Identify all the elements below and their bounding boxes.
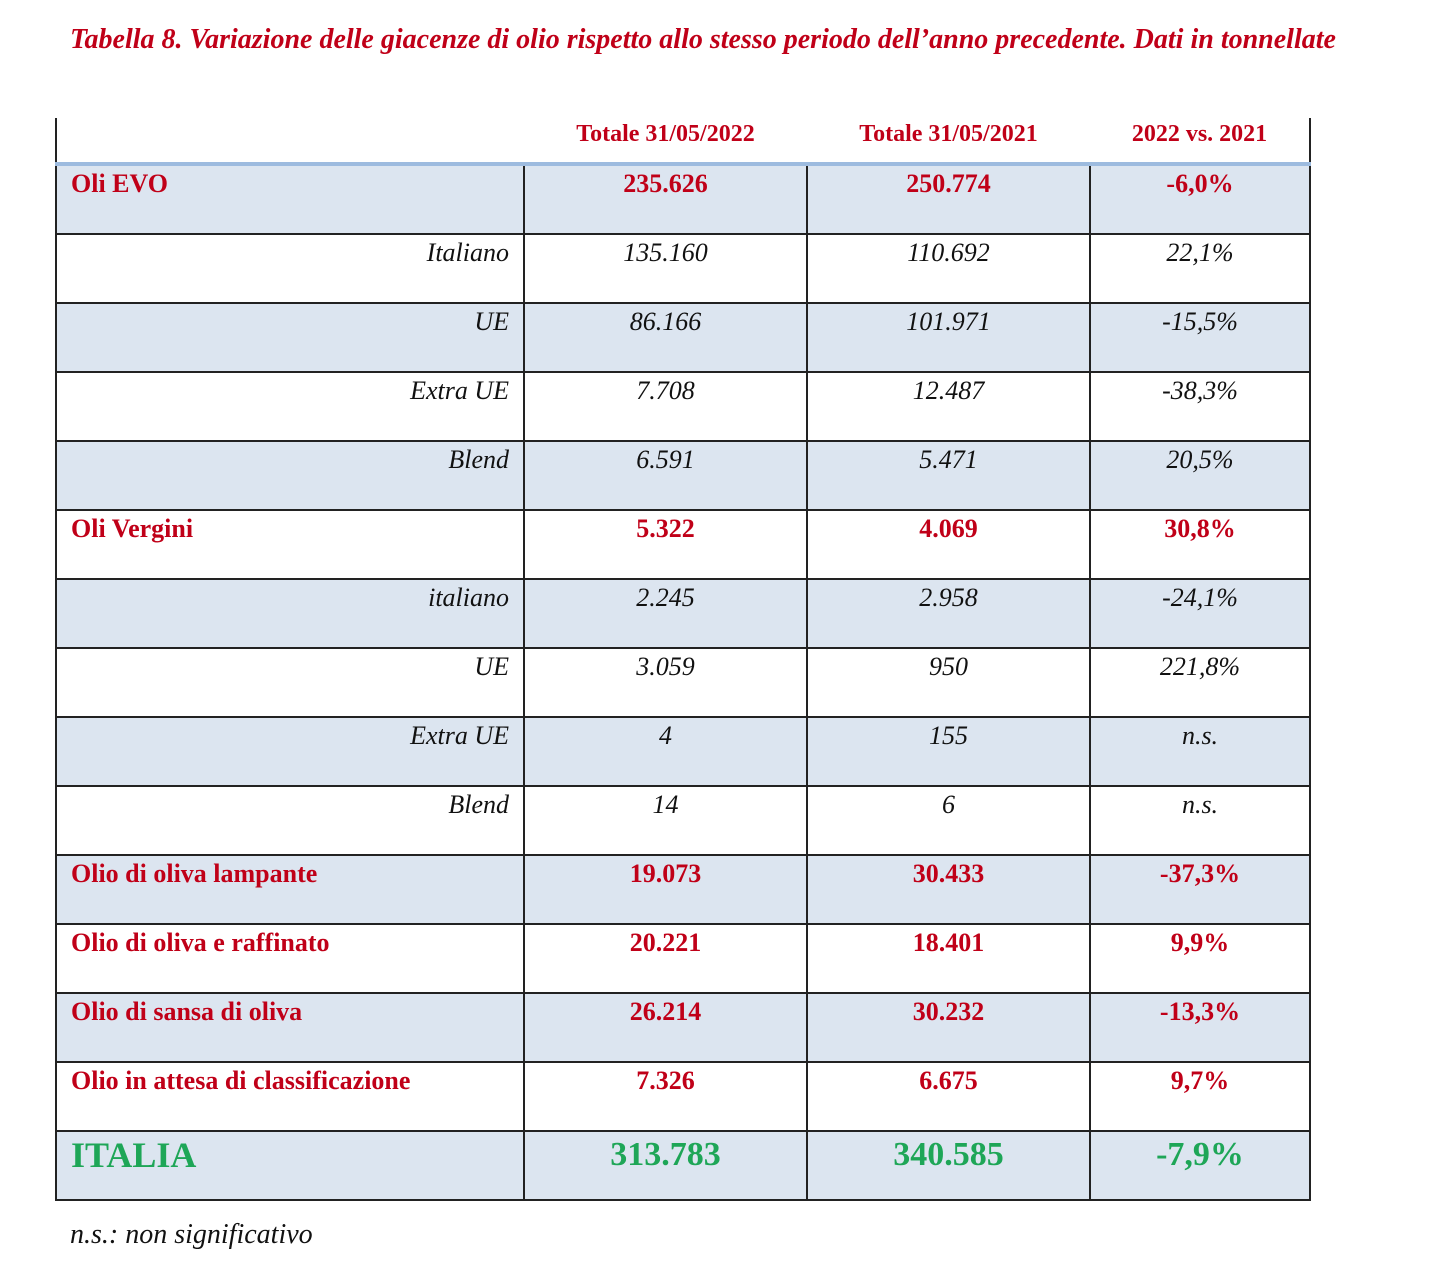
value-change: 221,8% bbox=[1090, 648, 1310, 717]
row-vergini-blend bbox=[56, 786, 1310, 855]
value-2021: 155 bbox=[807, 717, 1090, 786]
value-2022: 26.214 bbox=[524, 993, 807, 1062]
value-2021: 6 bbox=[807, 786, 1090, 855]
row-evo-extra-ue bbox=[56, 372, 1310, 441]
row-label: Oli EVO bbox=[56, 164, 524, 234]
value-2021: 30.232 bbox=[807, 993, 1090, 1062]
value-change: n.s. bbox=[1090, 717, 1310, 786]
footnote: n.s.: non significativo bbox=[70, 1219, 313, 1250]
value-change: -15,5% bbox=[1090, 303, 1310, 372]
value-change: -24,1% bbox=[1090, 579, 1310, 648]
row-olio-sansa bbox=[56, 993, 1310, 1062]
header-blank bbox=[56, 118, 524, 164]
row-label: Olio in attesa di classificazione bbox=[56, 1062, 524, 1131]
stock-variation-table bbox=[55, 118, 1311, 1201]
row-label: UE bbox=[56, 648, 524, 717]
value-change: 9,7% bbox=[1090, 1062, 1310, 1131]
row-label: UE bbox=[56, 303, 524, 372]
value-change: -13,3% bbox=[1090, 993, 1310, 1062]
value-change: -37,3% bbox=[1090, 855, 1310, 924]
value-2022: 20.221 bbox=[524, 924, 807, 993]
value-2022: 235.626 bbox=[524, 164, 807, 234]
value-2022: 6.591 bbox=[524, 441, 807, 510]
row-label: Extra UE bbox=[56, 372, 524, 441]
row-evo-italiano bbox=[56, 234, 1310, 303]
value-2021: 250.774 bbox=[807, 164, 1090, 234]
value-2022: 2.245 bbox=[524, 579, 807, 648]
value-2022: 14 bbox=[524, 786, 807, 855]
row-label: Italiano bbox=[56, 234, 524, 303]
value-2022: 19.073 bbox=[524, 855, 807, 924]
value-2021: 2.958 bbox=[807, 579, 1090, 648]
row-label: Extra UE bbox=[56, 717, 524, 786]
value-2021: 6.675 bbox=[807, 1062, 1090, 1131]
row-olio-lampante bbox=[56, 855, 1310, 924]
row-vergini-ue bbox=[56, 648, 1310, 717]
row-label: Oli Vergini bbox=[56, 510, 524, 579]
header-total-2022: Totale 31/05/2022 bbox=[524, 118, 807, 164]
row-label: Olio di oliva lampante bbox=[56, 855, 524, 924]
value-change: -38,3% bbox=[1090, 372, 1310, 441]
row-vergini-italiano bbox=[56, 579, 1310, 648]
header-total-2021: Totale 31/05/2021 bbox=[807, 118, 1090, 164]
row-oli-vergini bbox=[56, 510, 1310, 579]
value-change: -6,0% bbox=[1090, 164, 1310, 234]
value-2021: 5.471 bbox=[807, 441, 1090, 510]
value-2021: 4.069 bbox=[807, 510, 1090, 579]
value-2021: 12.487 bbox=[807, 372, 1090, 441]
value-2022: 86.166 bbox=[524, 303, 807, 372]
value-2021: 18.401 bbox=[807, 924, 1090, 993]
value-2021: 340.585 bbox=[807, 1131, 1090, 1200]
row-italia-total bbox=[56, 1131, 1310, 1200]
row-label: italiano bbox=[56, 579, 524, 648]
row-label: ITALIA bbox=[56, 1131, 524, 1200]
value-change: 20,5% bbox=[1090, 441, 1310, 510]
row-evo-ue bbox=[56, 303, 1310, 372]
row-vergini-extra-ue bbox=[56, 717, 1310, 786]
row-label: Blend bbox=[56, 786, 524, 855]
value-2022: 7.708 bbox=[524, 372, 807, 441]
header-change: 2022 vs. 2021 bbox=[1090, 118, 1310, 164]
value-change: n.s. bbox=[1090, 786, 1310, 855]
value-2022: 5.322 bbox=[524, 510, 807, 579]
value-2021: 101.971 bbox=[807, 303, 1090, 372]
row-label: Olio di sansa di oliva bbox=[56, 993, 524, 1062]
header-row bbox=[56, 118, 1310, 164]
value-2021: 30.433 bbox=[807, 855, 1090, 924]
value-change: 22,1% bbox=[1090, 234, 1310, 303]
row-oli-evo bbox=[56, 164, 1310, 234]
row-evo-blend bbox=[56, 441, 1310, 510]
table-caption: Tabella 8. Variazione delle giacenze di olio rispetto allo stesso periodo dell’anno precedente. Dati in tonnellate bbox=[70, 24, 1336, 55]
row-label: Olio di oliva e raffinato bbox=[56, 924, 524, 993]
value-2022: 7.326 bbox=[524, 1062, 807, 1131]
value-change: 9,9% bbox=[1090, 924, 1310, 993]
value-2021: 110.692 bbox=[807, 234, 1090, 303]
value-2022: 3.059 bbox=[524, 648, 807, 717]
value-2022: 313.783 bbox=[524, 1131, 807, 1200]
value-change: 30,8% bbox=[1090, 510, 1310, 579]
value-2021: 950 bbox=[807, 648, 1090, 717]
value-change: -7,9% bbox=[1090, 1131, 1310, 1200]
row-label: Blend bbox=[56, 441, 524, 510]
value-2022: 4 bbox=[524, 717, 807, 786]
value-2022: 135.160 bbox=[524, 234, 807, 303]
row-olio-attesa bbox=[56, 1062, 1310, 1131]
row-olio-raffinato bbox=[56, 924, 1310, 993]
